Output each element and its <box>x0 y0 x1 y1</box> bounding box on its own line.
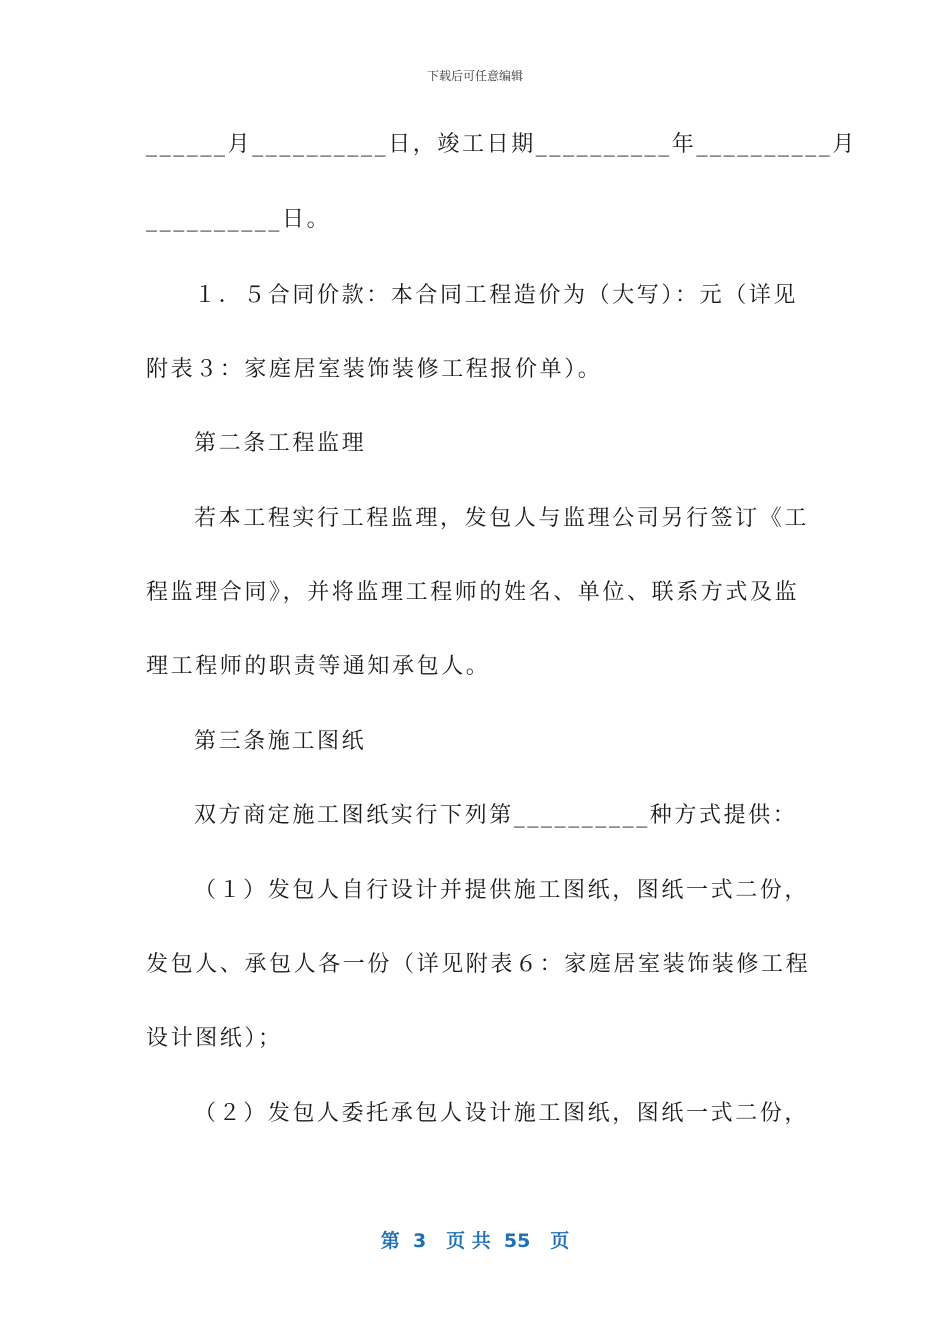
body-line: （１）发包人自行设计并提供施工图纸，图纸一式二份， <box>194 878 810 903</box>
section-heading: 第三条施工图纸 <box>194 729 367 754</box>
body-line: 双方商定施工图纸实行下列第__________种方式提供： <box>194 803 798 828</box>
body-line: 理工程师的职责等通知承包人。 <box>146 654 491 679</box>
section-heading: 第二条工程监理 <box>194 431 367 456</box>
body-line: 发包人、承包人各一份（详见附表６：家庭居室装饰装修工程 <box>146 952 811 977</box>
body-line: 程监理合同》，并将监理工程师的姓名、单位、联系方式及监 <box>146 580 800 605</box>
body-line: 附表３：家庭居室装饰装修工程报价单）。 <box>146 357 603 382</box>
body-line: __________日。 <box>146 207 332 232</box>
page-footer-number: 第 3 页 共 55 页 <box>380 1230 570 1252</box>
page-header-note: 下载后可任意编辑 <box>426 69 523 83</box>
body-line: （２）发包人委托承包人设计施工图纸，图纸一式二份， <box>194 1101 810 1126</box>
body-line: 设计图纸）； <box>146 1026 283 1051</box>
body-line: １．５合同价款：本合同工程造价为（大写）：元（详见 <box>194 283 799 308</box>
body-line: ______月__________日，竣工日期__________年__________月 <box>146 132 858 157</box>
body-line: 若本工程实行工程监理，发包人与监理公司另行签订《工 <box>194 506 810 531</box>
